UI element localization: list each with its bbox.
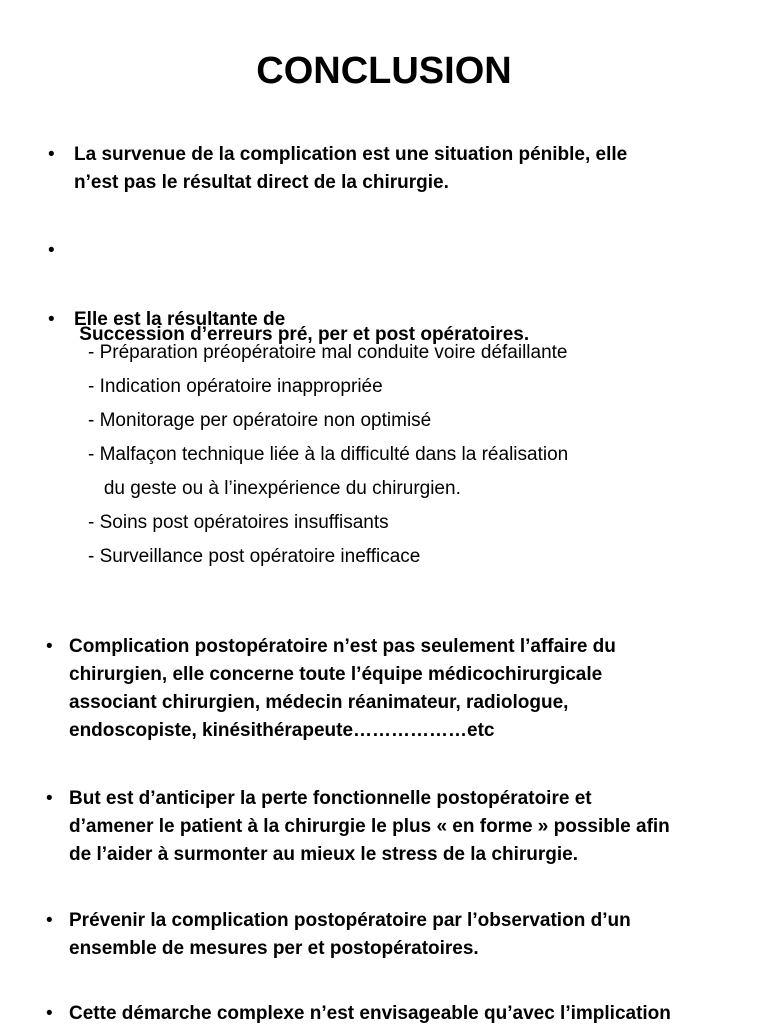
bullet-glyph: • <box>48 309 55 330</box>
bullet-item <box>46 785 764 869</box>
bullet-line: Prévenir la complication postopératoire par l’observation d’un <box>69 910 631 931</box>
bullet-line: endoscopiste, kinésithérapeute………………etc <box>69 720 495 741</box>
bullet-glyph: • <box>46 788 53 809</box>
bullet-line: n’est pas le résultat direct de la chirurgie. <box>74 172 449 193</box>
sub-item: - Malfaçon technique liée à la difficulté dans la réalisation <box>88 444 569 465</box>
bullet-glyph: • <box>46 636 53 657</box>
bullet-line: d’amener le patient à la chirurgie le plus « en forme » possible afin <box>69 816 670 837</box>
bullet-glyph: • <box>48 144 55 165</box>
bullet-line: La survenue de la complication est une situation pénible, elle <box>74 144 628 165</box>
bullet-item <box>46 1000 759 1024</box>
bullet-line: Elle est la résultante de <box>74 309 286 330</box>
bullet-line: Cette démarche complexe n’est envisageable qu’avec l’implication <box>69 1003 671 1024</box>
bullet-glyph: • <box>48 240 55 261</box>
sub-item: - Surveillance post opératoire inefficace <box>88 546 421 567</box>
sub-item: - Soins post opératoires insuffisants <box>88 512 389 533</box>
bullet-glyph: • <box>46 1003 53 1024</box>
bullet-line: associant chirurgien, médecin réanimateur, radiologue, <box>69 692 569 713</box>
bullet-item <box>46 907 759 963</box>
bullet-line: chirurgien, elle concerne toute l’équipe médicochirurgicale <box>69 664 603 685</box>
bullet-line: But est d’anticiper la perte fonctionnelle postopératoire et <box>69 788 592 809</box>
sub-item: - Monitorage per opératoire non optimisé <box>88 410 432 431</box>
bullet-line: de l’aider à surmonter au mieux le stress de la chirurgie. <box>69 844 578 865</box>
sub-item: du geste ou à l’inexpérience du chirurgien. <box>88 478 461 499</box>
slide-title: CONCLUSION <box>256 50 512 92</box>
bullet-line: ensemble de mesures per et postopératoires. <box>69 938 479 959</box>
bullet-item <box>48 141 754 197</box>
bullet-glyph: • <box>46 910 53 931</box>
sub-item: - Préparation préopératoire mal conduite voire défaillante <box>88 342 568 363</box>
sub-item: - Indication opératoire inappropriée <box>88 376 383 397</box>
bullet-item <box>48 306 754 334</box>
bullet-line: Complication postopératoire n’est pas seulement l’affaire du <box>69 636 616 657</box>
bullet-item <box>46 633 759 745</box>
bullet-line: Succession d’erreurs pré, per et post opératoires. <box>74 324 530 345</box>
